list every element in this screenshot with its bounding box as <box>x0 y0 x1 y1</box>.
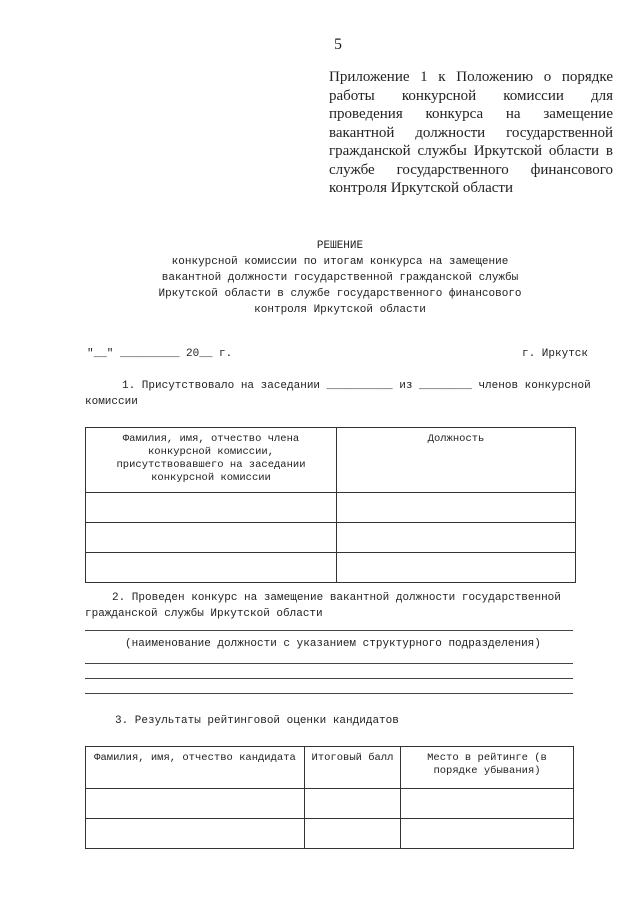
table-cell[interactable] <box>305 789 401 819</box>
attendance-table <box>85 427 576 583</box>
table-cell[interactable] <box>337 523 576 553</box>
date-field: "__" _________ 20__ г. <box>87 348 233 360</box>
column-header-rating-place: Место в рейтинге (в порядке убывания) <box>401 747 574 789</box>
table-header-row <box>86 747 574 789</box>
table-row <box>86 819 574 849</box>
table-header-row <box>86 428 576 493</box>
decision-subtitle-line: Иркутской области в службе государственного финансового <box>158 288 522 300</box>
column-header-candidate-name: Фамилия, имя, отчество кандидата <box>86 747 305 789</box>
fill-line[interactable] <box>85 693 573 694</box>
column-header-member-name: Фамилия, имя, отчество члена конкурсной комиссии, присутствовавшего на заседании конкурсной комиссии <box>86 428 337 493</box>
table-row <box>86 553 576 583</box>
fill-line[interactable] <box>85 630 573 631</box>
rating-table <box>85 746 574 849</box>
decision-subtitle <box>100 254 580 318</box>
table-cell[interactable] <box>401 789 574 819</box>
table-cell[interactable] <box>401 819 574 849</box>
fill-line[interactable] <box>85 678 573 679</box>
city-label: г. Иркутск <box>522 348 589 360</box>
appendix-heading <box>329 68 613 198</box>
table-cell[interactable] <box>86 819 305 849</box>
section2-line1: 2. Проведен конкурс на замещение вакантной должности государственной <box>112 592 561 604</box>
decision-title: РЕШЕНИЕ <box>316 240 364 252</box>
table-cell[interactable] <box>337 493 576 523</box>
table-cell[interactable] <box>86 523 337 553</box>
fill-line[interactable] <box>85 663 573 664</box>
section2-line2: гражданской службы Иркутской области <box>85 608 323 620</box>
table-cell[interactable] <box>86 789 305 819</box>
decision-subtitle-line: конкурсной комиссии по итогам конкурса на замещение <box>171 256 509 268</box>
appendix-text: Приложение 1 к Положению о порядке работы конкурсной комиссии для проведения конкурса на замещение вакантной должности государственной гражданской службы Иркутской области в службе государственного финансового контроля Иркутской области <box>329 69 613 196</box>
page-number: 5 <box>334 36 342 53</box>
table-row <box>86 789 574 819</box>
position-caption: (наименование должности с указанием структурного подразделения) <box>125 638 541 650</box>
section1-line2: комиссии <box>85 396 138 408</box>
column-header-total-score: Итоговый балл <box>305 747 401 789</box>
table-row <box>86 493 576 523</box>
section1-line1: 1. Присутствовало на заседании __________ из ________ членов конкурсной <box>122 380 591 392</box>
table-cell[interactable] <box>337 553 576 583</box>
column-header-position: Должность <box>337 428 576 493</box>
table-row <box>86 523 576 553</box>
table-cell[interactable] <box>86 493 337 523</box>
section3-line1: 3. Результаты рейтинговой оценки кандидатов <box>115 715 399 727</box>
table-cell[interactable] <box>305 819 401 849</box>
decision-subtitle-line: контроля Иркутской области <box>254 304 426 316</box>
decision-subtitle-line: вакантной должности государственной гражданской службы <box>161 272 519 284</box>
table-cell[interactable] <box>86 553 337 583</box>
